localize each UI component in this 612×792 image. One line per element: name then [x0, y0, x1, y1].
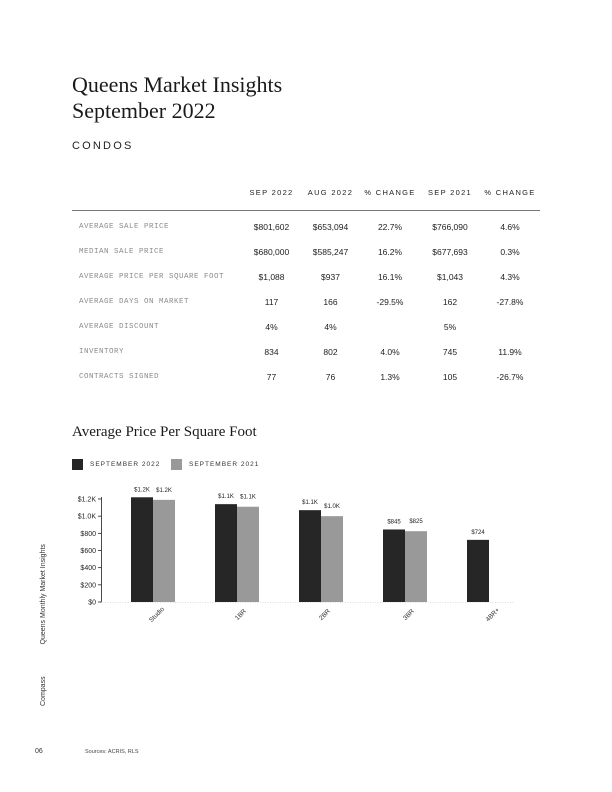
table-cell: 166	[323, 296, 338, 307]
table-cell	[480, 314, 540, 339]
data-label: $724	[471, 529, 485, 536]
x-tick-label: 4BR+	[484, 606, 502, 624]
side-publication-title: Queens Monthly Market Insights	[40, 544, 47, 645]
bar-3br-sep-2022	[383, 529, 405, 602]
table-cell: 105	[442, 371, 458, 382]
table-cell: 4.0%	[380, 346, 400, 357]
data-label: $1.0K	[324, 504, 340, 511]
data-label: $1.1K	[218, 494, 234, 501]
y-tick-label: $1.0K	[77, 513, 96, 521]
table-cell: 16.2%	[377, 246, 403, 257]
legend-swatch-sep-2022	[72, 459, 83, 470]
page-title-line-2: September 2022	[72, 98, 216, 123]
row-label: INVENTORY	[79, 347, 125, 356]
table-cell: $585,247	[312, 246, 349, 257]
page-title	[72, 72, 282, 124]
table-cell: 802	[323, 346, 338, 357]
data-label: $1.1K	[302, 500, 318, 507]
table-header-cell: SEP 2021	[420, 188, 480, 211]
market-stats-table	[72, 188, 540, 389]
data-label: $1.2K	[156, 487, 172, 494]
row-label: AVERAGE DISCOUNT	[79, 322, 160, 331]
bar-chart	[0, 470, 612, 640]
table-cell: 76	[325, 371, 336, 382]
table-cell: 745	[442, 346, 458, 357]
chart-title: Average Price Per Square Foot	[72, 424, 257, 440]
side-caption	[40, 544, 47, 706]
table-cell: $801,602	[253, 221, 290, 232]
table-header-cell: % CHANGE	[480, 188, 540, 211]
table-cell: 11.9%	[498, 346, 522, 357]
table-header-cell: % CHANGE	[360, 188, 420, 211]
table-cell: 162	[442, 296, 458, 307]
data-label: $825	[409, 519, 423, 526]
table-cell: 5%	[443, 321, 457, 332]
y-tick-label: $1.2K	[77, 496, 96, 504]
data-label: $1.1K	[240, 494, 256, 501]
table-header-cell: AUG 2022	[301, 188, 360, 211]
bar-3br-sep-2021	[405, 531, 427, 602]
table-cell: 4.6%	[500, 221, 520, 232]
table-cell: $1,088	[258, 271, 285, 282]
section-heading: CONDOS	[72, 140, 134, 152]
sources-note: Sources: ACRIS, RLS	[85, 749, 139, 755]
bar-1br-sep-2022	[215, 504, 237, 602]
legend-label-sep-2021: SEPTEMBER 2021	[189, 461, 260, 468]
table-row	[72, 339, 540, 364]
table-cell: -27.8%	[496, 296, 524, 307]
table-cell: 0.3%	[500, 246, 520, 257]
row-label: CONTRACTS SIGNED	[79, 372, 160, 381]
y-tick-label: $400	[80, 565, 96, 573]
y-tick-label: $600	[80, 548, 96, 555]
data-label: $1.2K	[134, 487, 150, 494]
table-cell: 4%	[265, 321, 278, 332]
legend-swatch-sep-2021	[171, 459, 182, 470]
bar-1br-sep-2021	[237, 507, 259, 602]
table-header-cell: SEP 2022	[242, 188, 301, 211]
table-row	[72, 211, 540, 240]
table-cell: 77	[266, 371, 277, 382]
bar-2br-sep-2022	[299, 510, 321, 602]
bar-2br-sep-2021	[321, 516, 343, 602]
x-tick-label: 3BR	[401, 607, 416, 622]
table-cell: 4%	[324, 321, 337, 332]
y-tick-label: $0	[88, 599, 96, 607]
table-cell: 117	[264, 296, 279, 307]
table-cell: 1.3%	[380, 371, 400, 382]
data-label: $845	[387, 519, 401, 526]
table-cell: $653,094	[312, 221, 349, 232]
bar-studio-sep-2022	[131, 497, 153, 602]
table-row	[72, 364, 540, 389]
table-row	[72, 239, 540, 264]
side-brand: Compass	[40, 676, 47, 706]
bar-4brplus-sep-2022	[467, 540, 489, 602]
x-tick-label: 2BR	[317, 607, 332, 622]
row-label: AVERAGE DAYS ON MARKET	[79, 297, 190, 306]
table-row	[72, 289, 540, 314]
table-cell: 4.3%	[500, 271, 520, 282]
table-cell: 22.7%	[377, 221, 403, 232]
table-cell: 16.1%	[377, 271, 403, 282]
table-cell: -26.7%	[496, 371, 524, 382]
x-tick-label: 1BR	[233, 607, 248, 622]
y-tick-label: $200	[80, 582, 96, 590]
table-cell	[360, 314, 420, 339]
table-body	[72, 211, 540, 390]
table-cell: $680,000	[253, 246, 290, 257]
table-row	[72, 264, 540, 289]
y-tick-label: $800	[80, 530, 96, 538]
row-label: MEDIAN SALE PRICE	[79, 247, 165, 256]
row-label: AVERAGE PRICE PER SQUARE FOOT	[79, 272, 225, 281]
bar-studio-sep-2021	[153, 500, 175, 602]
table-header-row	[72, 188, 540, 211]
table-cell: -29.5%	[376, 296, 404, 307]
page-title-line-1: Queens Market Insights	[72, 72, 283, 97]
row-label: AVERAGE SALE PRICE	[79, 222, 170, 231]
x-tick-label: Studio	[147, 605, 166, 624]
table-cell: $677,693	[432, 246, 468, 257]
table-cell: $937	[321, 271, 340, 282]
table-cell: 834	[264, 346, 279, 357]
table-cell: $1,043	[437, 271, 463, 282]
table-row	[72, 314, 540, 339]
table-header-blank	[72, 188, 242, 211]
table-cell: $766,090	[432, 221, 468, 232]
legend-label-sep-2022: SEPTEMBER 2022	[90, 461, 161, 468]
page-number: 06	[35, 748, 43, 755]
